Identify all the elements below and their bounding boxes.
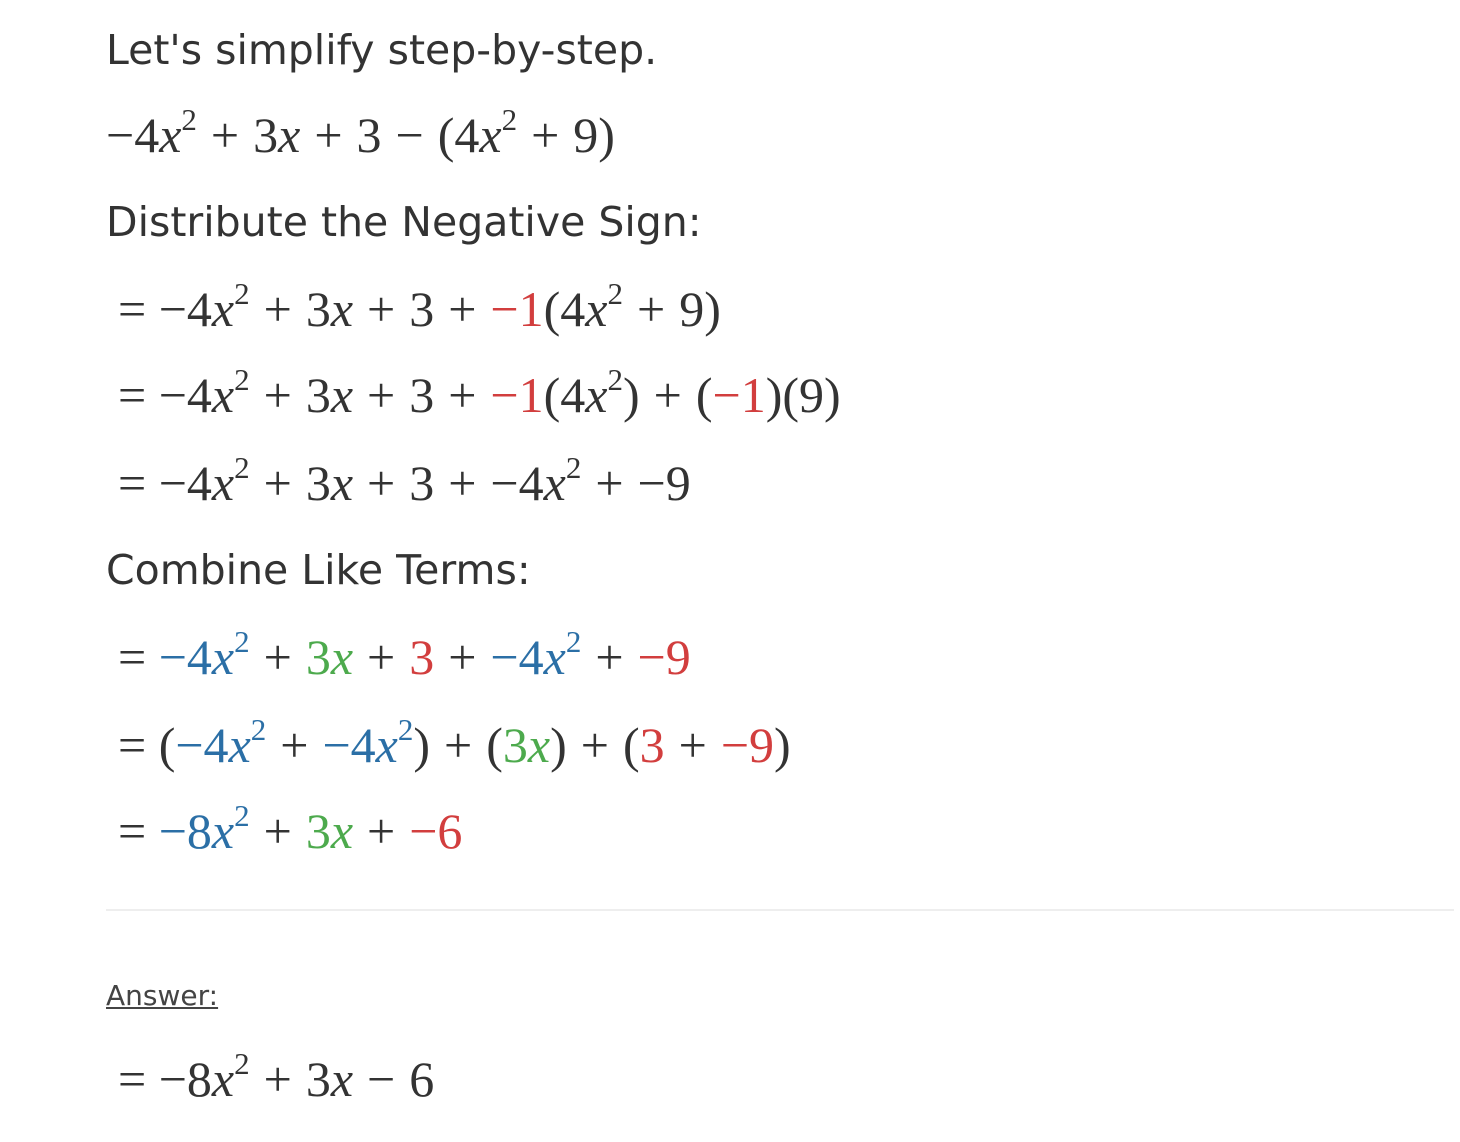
answer-label: Answer: xyxy=(106,979,219,1012)
step-distribute-2: = $-4x^2 + 3x + 3 + -1(4x^2) + (-1)(9)$ xyxy=(118,362,841,423)
final-answer: = $-8x^2 + 3x - 6$ xyxy=(118,1046,435,1107)
step-combine-3: = $-8x^2 + 3x + -6$ xyxy=(118,798,463,859)
intro-text: Let's simplify step-by-step. xyxy=(106,26,658,74)
section-heading-combine: Combine Like Terms: xyxy=(106,546,531,594)
section-divider xyxy=(106,909,1454,911)
step-combine-2: = $(-4x^2 + -4x^2) + (3x) + (3 + -9)$ xyxy=(118,712,791,773)
problem-expression: $-4x^2 + 3x + 3 - (4x^2 + 9)$ xyxy=(106,102,615,163)
step-distribute-1: = $-4x^2 + 3x + 3 + -1(4x^2 + 9)$ xyxy=(118,276,721,337)
section-heading-distribute: Distribute the Negative Sign: xyxy=(106,198,702,246)
step-combine-1: = $-4x^2 + 3x + 3 + -4x^2 + -9$ xyxy=(118,624,691,685)
step-distribute-3: = $-4x^2 + 3x + 3 + -4x^2 + -9$ xyxy=(118,450,691,511)
